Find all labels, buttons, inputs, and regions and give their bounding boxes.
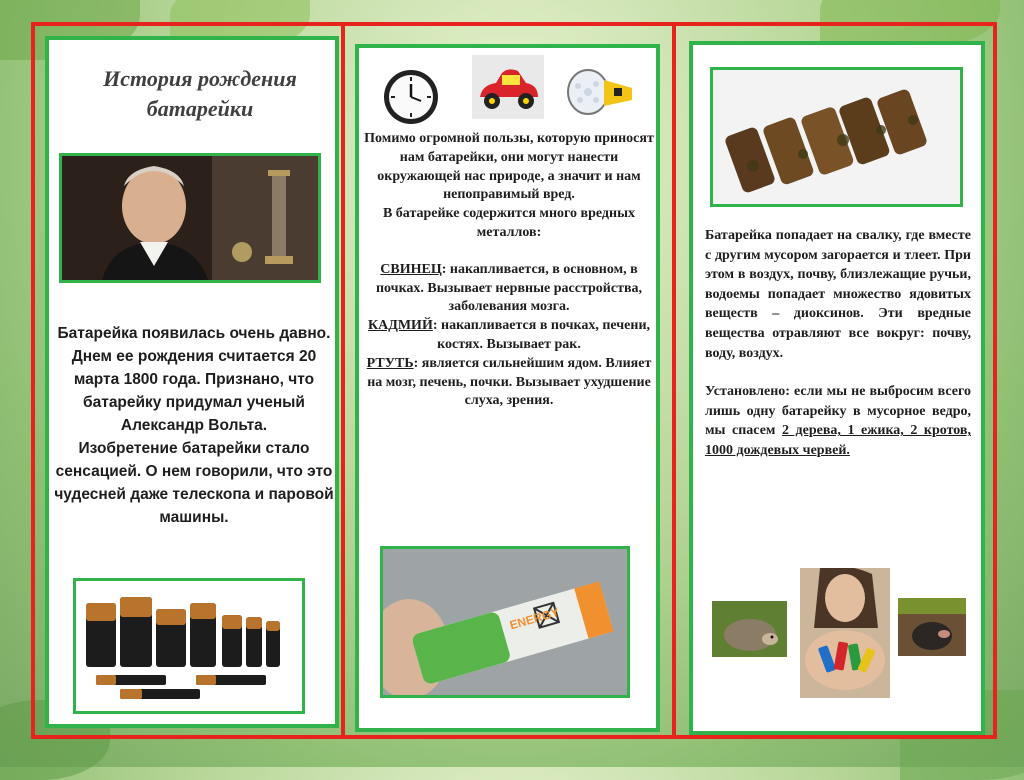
- metal-description: : является сильнейшим ядом. Влияет на мозг, печень, почки. Вызывает ухудшение слуха, зрения.: [367, 355, 652, 409]
- flashlight-icon: [566, 66, 636, 118]
- metal-description: : накапливается в почках, печени, костях. Вызывает рак.: [432, 318, 651, 352]
- intro-paragraph-2: Изобретение батарейки стало сенсацией. О нем говорили, что это чудесней даже телескопа и паровой машины.: [54, 440, 334, 526]
- battery-label: ENERGY: [508, 605, 561, 633]
- title-line-1: История рождения: [103, 66, 297, 91]
- landfill-text: [705, 226, 971, 461]
- saved-list: 2 дерева, 1 ежика, 2 кротов, 1000 дождевых червей.: [705, 423, 971, 458]
- landfill-paragraph-1: Батарейка попадает на свалку, где вместе с другим мусором загорается и тлеет. При этом в воздух, почву, близлежащие ручьи, водоемы попадает множество ядовитых веществ – диоксинов. Эти вредные вещества отравляют все вокруг: почву, воду, воздух.: [705, 228, 971, 361]
- metal-name: СВИНЕЦ: [380, 261, 442, 277]
- page-title: [70, 64, 330, 124]
- metal-name: РТУТЬ: [366, 355, 414, 371]
- harm-paragraph-1: Помимо огромной пользы, которую приносят нам батарейки, они могут нанести окружающей нас природе, а значит и нам непоправимый вред.: [364, 131, 654, 203]
- clock-icon: [382, 68, 440, 126]
- harm-text: [362, 130, 656, 411]
- mole-photo: [898, 598, 966, 656]
- metal-cadmium: [362, 317, 656, 355]
- toy-car-icon: [472, 55, 544, 119]
- volta-portrait-photo: [59, 153, 321, 283]
- hedgehog-photo: [712, 601, 787, 657]
- landfill-paragraph-2: [705, 382, 971, 460]
- red-divider-left: [341, 22, 345, 739]
- harm-paragraph-2: В батарейке содержится много вредных металлов:: [382, 206, 636, 240]
- duracell-batteries-photo: [73, 578, 305, 714]
- girl-holding-batteries-photo: [800, 568, 890, 698]
- saved-prefix: Установлено: если мы не выбросим всего лишь одну батарейку в мусорное ведро, мы спасем: [705, 384, 971, 439]
- metal-description: : накапливается, в основном, в почках. Вызывает нервные расстройства, заболевания мозга.: [375, 261, 643, 315]
- blank-line: [362, 243, 656, 261]
- blank-line: [705, 363, 971, 382]
- red-divider-right: [672, 22, 676, 739]
- battery-closeup-photo: [380, 546, 630, 698]
- metal-name: КАДМИЙ: [367, 318, 433, 334]
- rusty-batteries-photo: [710, 67, 963, 207]
- metal-lead: [362, 261, 656, 317]
- metal-mercury: [362, 355, 656, 411]
- intro-paragraph-1: Батарейка появилась очень давно. Днем ее рождения считается 20 марта 1800 года. Признано, что батарейку придумал ученый Александр Вольта.: [57, 325, 331, 434]
- title-line-2: батарейки: [146, 96, 254, 121]
- intro-text: [54, 322, 334, 529]
